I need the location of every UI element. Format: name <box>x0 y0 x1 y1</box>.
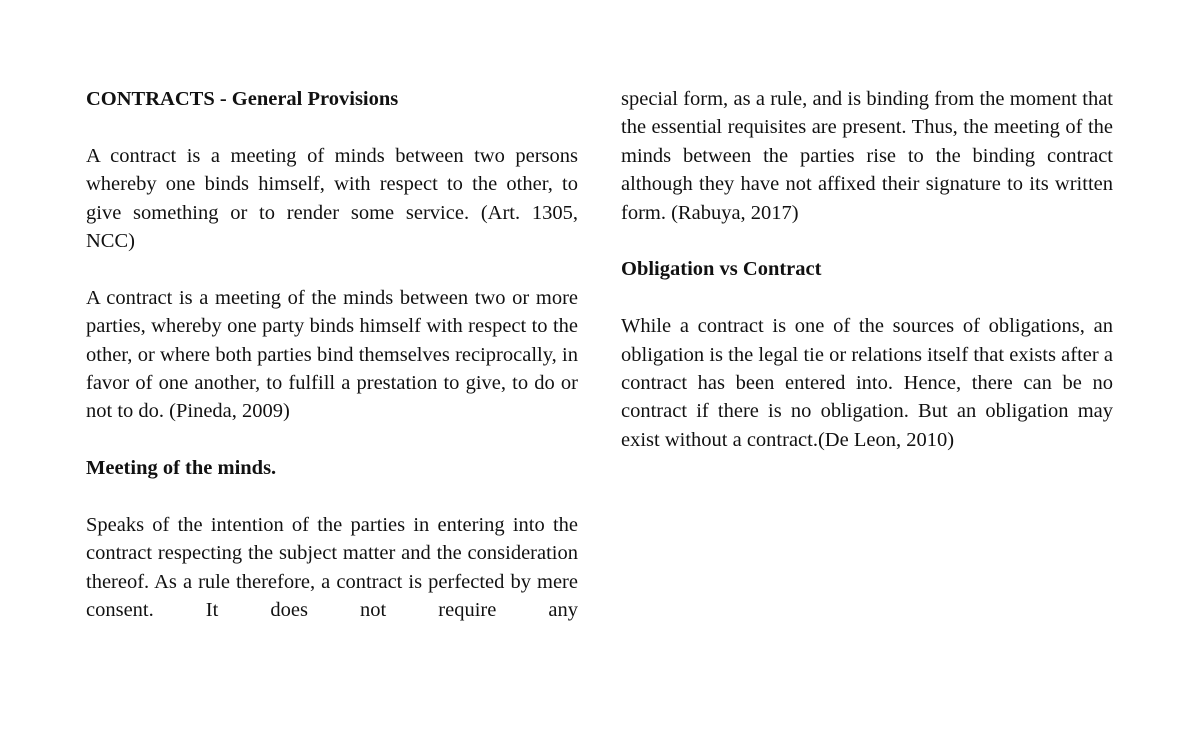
obligation-vs-contract-paragraph: While a contract is one of the sources of obligations, an obligation is the legal tie or relations itself that exists after a contract has been entered into. Hence, there can be no contract if there is no obligation. But an obligation may exist without a contract.(De Leon, 2010) <box>621 315 1113 451</box>
section-title: CONTRACTS - General Provisions <box>86 88 399 110</box>
obligation-vs-contract-heading: Obligation vs Contract <box>621 258 822 281</box>
meeting-of-minds-paragraph: Speaks of the intention of the parties in entering into the contract respecting the subject matter and the consideration thereof. As a rule therefore, a contract is perfected by mere consent. It does not require any <box>86 514 578 622</box>
contract-definition-paragraph: A contract is a meeting of minds between two persons whereby one binds himself, with respect to the other, to give something or to render some service. (Art. 1305, NCC) <box>86 144 578 253</box>
meeting-of-minds-continuation-paragraph: special form, as a rule, and is binding from the moment that the essential requisites are present. Thus, the meeting of the minds between the parties rise to the binding contract although they have not affixed their signature to its written form. (Rabuya, 2017) <box>621 88 1113 224</box>
meeting-of-minds-heading: Meeting of the minds. <box>86 457 277 480</box>
left-column <box>86 85 578 653</box>
right-column <box>621 85 1113 483</box>
contract-definition-paragraph-2: A contract is a meeting of the minds between two or more parties, whereby one party binds himself with respect to the other, or where both parties bind themselves reciprocally, in favor of one another, to fulfill a prestation to give, to do or not to do. (Pineda, 2009) <box>86 286 578 423</box>
